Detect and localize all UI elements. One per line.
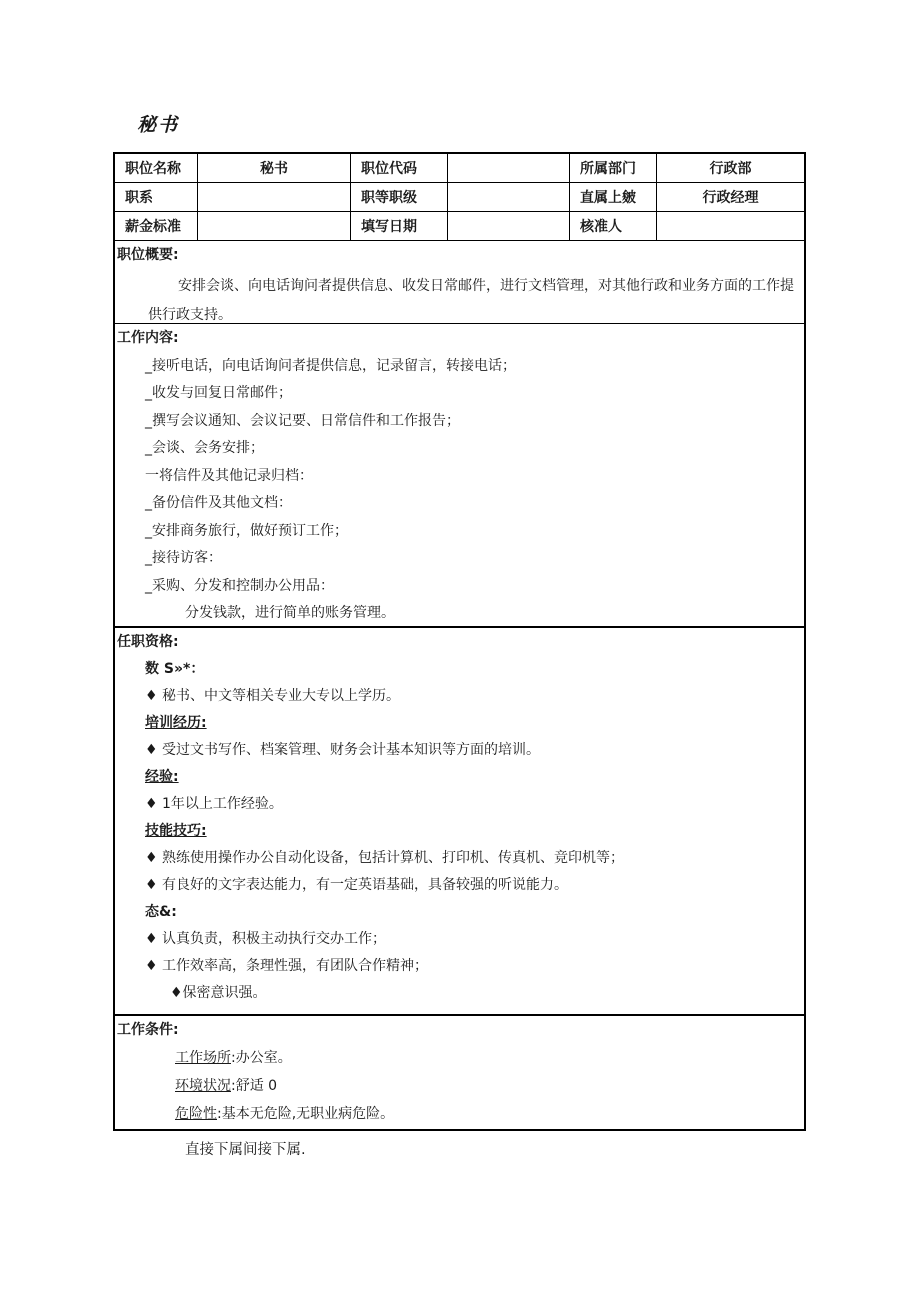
qual-item: ♦ 熟练使用操作办公自动化设备，包括计算机、打印机、传真机、竞印机等； — [145, 850, 624, 866]
footer-note: 直接下属间接下属. — [185, 1142, 306, 1158]
info-table — [115, 154, 804, 241]
duty-item: _收发与回复日常邮件； — [145, 385, 292, 401]
duty-item: _备份信件及其他文档： — [145, 495, 292, 511]
section-position-summary — [115, 241, 804, 323]
qual-item: ♦ 认真负责，积极主动执行交办工作； — [145, 931, 386, 947]
info-label-position-code: 职位代码 — [351, 154, 448, 183]
condition-label: 危险性 — [175, 1106, 217, 1122]
qual-item: ♦ 1年以上工作经验。 — [145, 796, 283, 812]
section-heading-qualifications: 任职资格: — [117, 634, 179, 650]
duty-item: _接待访客： — [145, 550, 222, 566]
info-value-fill-date — [448, 212, 570, 241]
info-value-position-name: 秘书 — [198, 154, 351, 183]
duty-item: _会谈、会务安排； — [145, 440, 264, 456]
qual-group-label-experience: 经验: — [145, 769, 179, 785]
info-label-salary: 薪金标准 — [115, 212, 198, 241]
condition-text: :基本无危险,无职业病危险。 — [217, 1106, 395, 1122]
qual-item: ♦ 有良好的文字表达能力，有一定英语基础，具备较强的听说能力。 — [145, 877, 568, 893]
duty-item: _安排商务旅行，做好预订工作； — [145, 522, 348, 539]
qual-group-label-skills: 技能技巧: — [145, 823, 207, 839]
duty-item: _接听电话，向电话询问者提供信息，记录留言，转接电话； — [145, 357, 516, 374]
condition-item-hazard — [175, 1104, 804, 1124]
info-label-job-family: 职系 — [115, 183, 198, 212]
page-title: 秘书 — [137, 114, 180, 136]
info-label-supervisor: 直属上皴 — [570, 183, 657, 212]
info-value-position-code — [448, 154, 570, 183]
section-work-conditions — [115, 1014, 804, 1129]
qual-group-label-training: 培训经历: — [145, 715, 207, 731]
info-value-job-family — [198, 183, 351, 212]
info-value-approver — [657, 212, 804, 241]
info-label-position-name: 职位名称 — [115, 154, 198, 183]
info-value-salary — [198, 212, 351, 241]
condition-label: 工作场所 — [175, 1050, 231, 1066]
info-label-fill-date: 填写日期 — [351, 212, 448, 241]
summary-paragraph: 安排会谈、向电话询问者提供信息、收发日常邮件，进行文档管理，对其他行政和业务方面的工作提供行政支持。 — [148, 278, 794, 323]
qual-item: ♦ 受过文书写作、档案管理、财务会计基本知识等方面的培训。 — [145, 742, 540, 758]
qual-item: ♦ 秘书、中文等相关专业大专以上学历。 — [145, 688, 400, 704]
info-label-approver: 核准人 — [570, 212, 657, 241]
duty-item: 一将信件及其他记录归档： — [145, 467, 313, 484]
duty-item: _撰写会议通知、会议记要、日常信件和工作报告； — [145, 412, 460, 429]
info-label-grade: 职等职级 — [351, 183, 448, 212]
condition-text: :舒适 0 — [231, 1078, 278, 1094]
section-heading-summary: 职位概要: — [117, 247, 179, 263]
duty-item: 分发钱款，进行简单的账务管理。 — [185, 605, 395, 621]
section-heading-work-content: 工作内容: — [117, 330, 179, 346]
qual-item: ♦ 工作效率高，条理性强，有团队合作精神； — [145, 958, 428, 974]
qual-group-label-education: 数 S»*： — [145, 661, 205, 677]
section-heading-work-conditions: 工作条件: — [117, 1022, 179, 1038]
info-value-grade — [448, 183, 570, 212]
qual-group-label-attitude: 态&: — [145, 904, 177, 920]
condition-item-workplace — [175, 1048, 804, 1068]
condition-item-environment — [175, 1076, 804, 1096]
job-description-table — [113, 152, 806, 1131]
info-value-supervisor: 行政经理 — [657, 183, 804, 212]
info-label-department: 所属部门 — [570, 154, 657, 183]
condition-text: :办公室。 — [231, 1050, 292, 1066]
duty-item: _采购、分发和控制办公用品： — [145, 577, 334, 594]
condition-label: 环境状况 — [175, 1078, 231, 1094]
section-work-content — [115, 323, 804, 626]
section-qualifications — [115, 626, 804, 1014]
qual-sub-item: ♦保密意识强。 — [170, 985, 267, 1001]
info-value-department: 行政部 — [657, 154, 804, 183]
